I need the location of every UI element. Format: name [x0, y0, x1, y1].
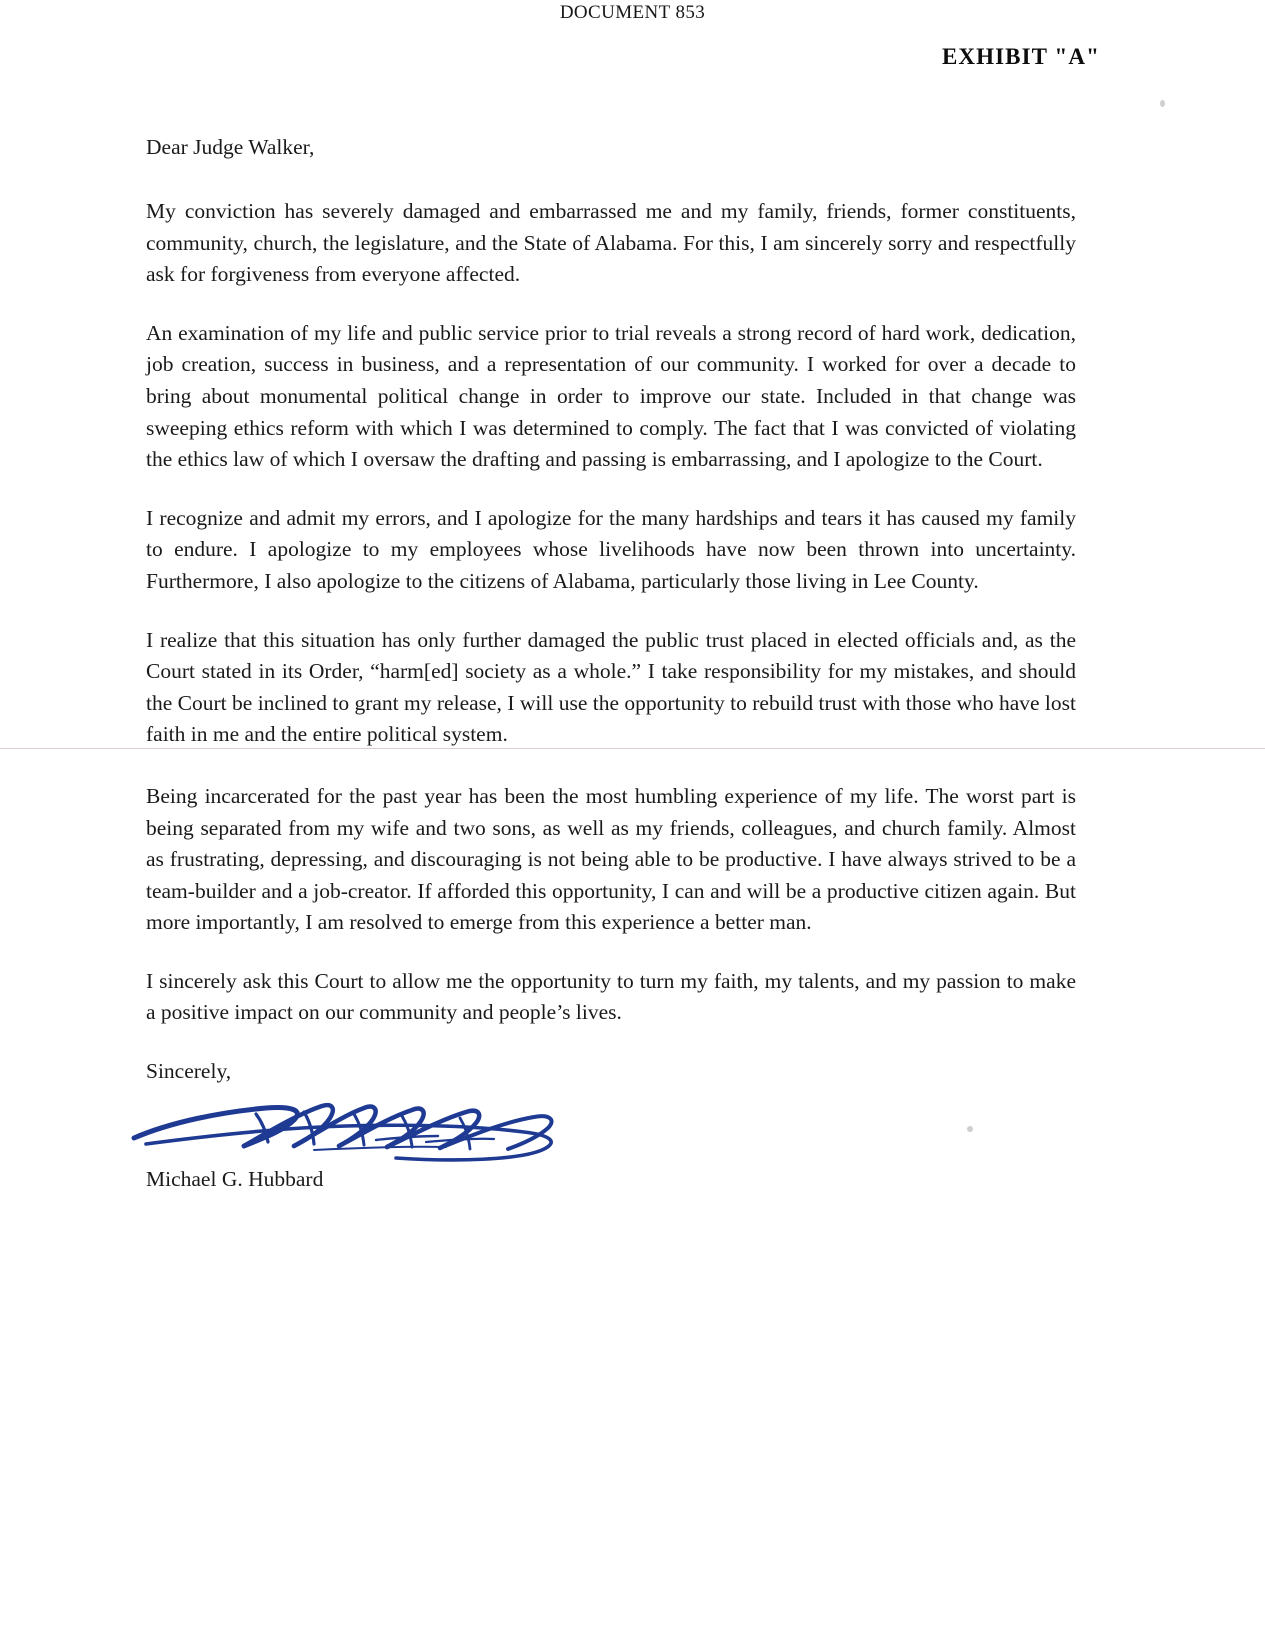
- paragraph-1: My conviction has severely damaged and embarrassed me and my family, friends, former constituents, community, church, the legislature, and the State of Alabama. For this, I am sincerely sorry and respectfully ask for forgiveness from everyone affected.: [146, 199, 1076, 287]
- letter-body: [146, 132, 1076, 1194]
- paragraph-4: I realize that this situation has only further damaged the public trust placed in elected officials and, as the Court stated in its Order, “harm[ed] society as a whole.” I take responsibility for my mistakes, and should the Court be inclined to grant my release, I will use the opportunity to rebuild trust with those who have lost faith in me and the entire political system.: [146, 627, 1076, 747]
- paragraph-2: An examination of my life and public service prior to trial reveals a strong record of hard work, dedication, job creation, success in business, and a representation of our community. I worked for over a decade to bring about monumental political change in order to improve our state. Included in that change was sweeping ethics reform with which I was determined to comply. The fact that I was convicted of violating the ethics law of which I oversaw the drafting and passing is embarrassing, and I apologize to the Court.: [146, 320, 1076, 472]
- scan-speck: [967, 1126, 973, 1132]
- paragraph-6: I sincerely ask this Court to allow me the opportunity to turn my faith, my talents, and my passion to make a positive impact on our community and people’s lives.: [146, 968, 1076, 1025]
- exhibit-label: EXHIBIT "A": [941, 44, 1100, 69]
- scan-speck: [1160, 100, 1165, 107]
- salutation: Dear Judge Walker,: [146, 135, 315, 159]
- handwritten-signature-icon: [126, 1092, 686, 1164]
- paragraph-5: Being incarcerated for the past year has been the most humbling experience of my life. The worst part is being separated from my wife and two sons, as well as my friends, colleagues, and church family. Almost as frustrating, depressing, and discouraging is not being able to be productive. I have always strived to be a team-builder and a job-creator. If afforded this opportunity, I can and will be a productive citizen again. But more importantly, I am resolved to emerge from this experience a better man.: [146, 783, 1076, 935]
- paragraph-3: I recognize and admit my errors, and I apologize for the many hardships and tears it has caused my family to endure. I apologize to my employees whose livelihoods have now been thrown into uncertainty. Furthermore, I also apologize to the citizens of Alabama, particularly those living in Lee County.: [146, 505, 1076, 593]
- document-number-header: DOCUMENT 853: [559, 2, 706, 23]
- closing-salutation: Sincerely,: [146, 1059, 232, 1084]
- signature-block: [126, 1092, 686, 1164]
- signer-name: Michael G. Hubbard: [146, 1167, 324, 1192]
